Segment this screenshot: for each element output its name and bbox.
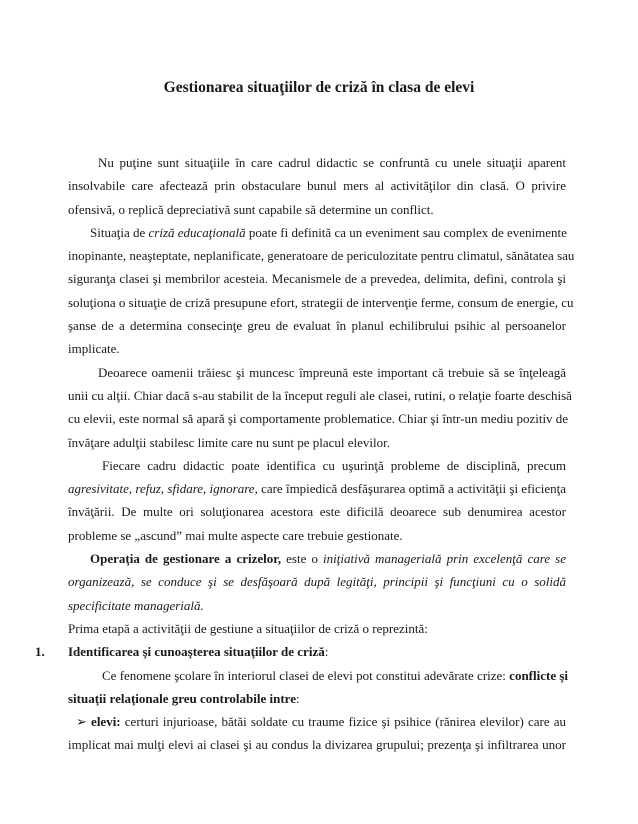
text-line: implicat mai mulţi elevi ai clasei şi au condus la divizarea grupului; prezenţa şi infiltrarea unor (68, 737, 566, 753)
paragraph-6 (68, 617, 566, 640)
italic-term: iniţiativă managerială prin excelenţă care se (323, 551, 566, 567)
paragraph-7 (68, 664, 569, 711)
document-title: Gestionarea situaţiilor de criză în clasa de elevi (163, 79, 475, 96)
text-line (68, 710, 566, 733)
item-number: 1. (35, 644, 45, 660)
text-line (68, 221, 566, 244)
text-line: Nu puţine sunt situaţiile în care cadrul didactic se confruntă cu unele situaţii aparent (98, 155, 566, 170)
document-body (35, 151, 575, 757)
text-line (68, 477, 566, 500)
text-line: ofensivă, o replică depreciativă sunt capabile să determine un conflict. (68, 201, 434, 217)
text-line: organizează, se conduce şi se desfăşoară după legităţi, principii şi funcţiuni cu o solidă (68, 574, 566, 590)
text-line: cu elevii, este normal să apară şi comportamente problematice. Chiar şi într-un mediu pozitiv de (68, 411, 569, 427)
italic-term: agresivitate, refuz, sfidare, ignorare (68, 481, 255, 497)
text-span: poate fi definită ca un eveniment sau complex de evenimente (245, 224, 567, 240)
text-line: implicate. (68, 341, 120, 357)
text-span: este o (281, 551, 324, 567)
item-heading: Identificarea şi cunoaşterea situaţiilor de criză (68, 644, 325, 660)
text-line (68, 547, 566, 570)
bullet-label: elevi: (91, 714, 121, 730)
text-line: Fiecare cadru didactic poate identifica cu uşurinţă probleme de disciplină, precum (102, 457, 566, 473)
text-span: : (324, 644, 329, 660)
text-line (68, 664, 569, 687)
text-span: Ce fenomene şcolare în interiorul clasei de elevi pot constitui adevărate crize: (102, 667, 510, 683)
text-span: : (295, 690, 300, 706)
text-line (68, 687, 566, 710)
bold-term: Operaţia de gestionare a crizelor, (90, 551, 282, 567)
text-line: unii cu alţii. Chiar dacă s-au stabilit de la început reguli ale clasei, rutini, o relaţie foarte deschisă (68, 387, 572, 403)
paragraph-3 (68, 361, 572, 454)
paragraph-4 (68, 454, 566, 547)
text-line: siguranţa clasei şi membrilor acesteia. Mecanismele de a prevedea, delimita, defini, controla şi (68, 271, 566, 287)
text-span: Situaţia de (90, 224, 149, 240)
text-line: şanse de a determina consecinţe greu de evaluat în planul echilibrului psihic al persoanelor (68, 318, 566, 334)
text-line: specificitate managerială. (68, 597, 204, 613)
text-line: învăţării. De multe ori soluţionarea acestora este dificilă deoarece sub denumirea acestor (68, 504, 566, 520)
italic-term: criză educaţională (148, 224, 246, 240)
text-line: soluţiona o situaţie de criză presupune efort, strategii de intervenţie ferme, consum de energie, cu (68, 294, 574, 310)
arrow-bullet-icon: ➢ (76, 714, 87, 730)
text-line: învăţare adulţii stabilesc limite care nu sunt pe placul elevilor. (68, 434, 391, 450)
paragraph-2 (68, 221, 575, 361)
text-line: Deoarece oamenii trăiesc şi muncesc împreună este important că trebuie să se înţeleagă (98, 364, 566, 380)
bold-term: conflicte şi (509, 667, 569, 683)
paragraph-1 (68, 151, 566, 221)
text-line (35, 640, 566, 663)
text-span: certuri injurioase, bătăi soldate cu traume fizice şi psihice (rănirea elevilor) care au (120, 714, 567, 730)
paragraph-5 (68, 547, 566, 617)
text-line: insolvabile care afectează prin obstaculare bunul mers al activităţilor din clasă. O privire (68, 178, 566, 194)
text-line: Prima etapă a activităţii de gestiune a situaţiilor de criză o reprezintă: (68, 620, 428, 636)
bold-term: situaţii relaţionale greu controlabile intre (68, 690, 296, 706)
text-line: inopinante, neaşteptate, neplanificate, generatoare de periculozitate pentru climatul, sănătatea sau (68, 248, 575, 264)
text-span: , care împiedică desfăşurarea optimă a activităţii şi eficienţa (254, 481, 567, 497)
numbered-item-1 (35, 640, 566, 663)
text-line: probleme se „ascund” mai multe aspecte care trebuie gestionate. (68, 527, 403, 543)
bullet-item-1 (68, 710, 566, 757)
